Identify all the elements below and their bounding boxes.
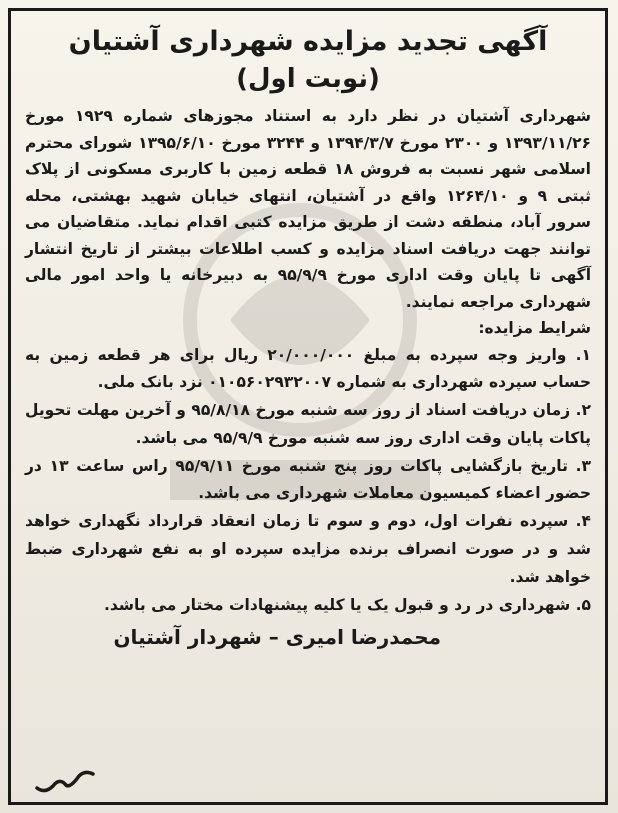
- handwritten-mark: [31, 764, 101, 796]
- signature-line: محمدرضا امیری – شهردار آشتیان: [113, 625, 441, 650]
- notice-frame: [8, 8, 608, 805]
- condition-item: ۱. واریز وجه سپرده به مبلغ ۲۰/۰۰۰/۰۰۰ ریال برای هر قطعه زمین به حساب سپرده شهرداری به شماره ۰۱۰۵۶۰۲۹۳۲۰۰۷ نزد بانک ملی.: [25, 345, 591, 392]
- condition-item: ۵. شهرداری در رد و قبول یک یا کلیه پیشنهادات مختار می باشد.: [103, 595, 591, 614]
- conditions-list: [25, 342, 591, 620]
- conditions-heading: شرایط مزایده:: [478, 319, 591, 337]
- notice-title: آگهی تجدید مزایده شهرداری آشتیان: [68, 26, 548, 57]
- notice-body: شهرداری آشتیان در نظر دارد به استناد مجوزهای شماره ۱۹۲۹ مورخ ۱۳۹۳/۱۱/۲۶ و ۲۳۰۰ مورخ ۱۳۹۴/۳/۷ و ۳۲۴۴ مورخ ۱۳۹۵/۶/۱۰ شورای محترم اسلامی شهر نسبت به فروش ۱۸ قطعه زمین با کاربری مسکونی از پلاک ثبتی ۹ و ۱۲۶۴/۱۰ واقع در آشتیان، انتهای خیابان شهید بهشتی، محله سرور آباد، منطقه دشت از طریق مزایده کتبی اقدام نماید. متقاضیان می توانند جهت دریافت اسناد مزایده و کسب اطلاعات بیشتر از تاریخ انتشار آگهی تا پایان وقت اداری مورخ ۹۵/۹/۹ به دبیرخانه یا واحد امور مالی شهرداری مراجعه نمایند.: [25, 107, 592, 311]
- notice-round: (نوبت اول): [236, 64, 380, 94]
- condition-item: ۲. زمان دریافت اسناد از روز سه شنبه مورخ ۹۵/۸/۱۸ و آخرین مهلت تحویل پاکات پایان وقت اداری روز سه شنبه مورخ ۹۵/۹/۹ می باشد.: [25, 401, 592, 447]
- condition-item: ۳. تاریخ بازگشایی پاکات روز پنج شنبه مورخ ۹۵/۹/۱۱ راس ساعت ۱۳ در حضور اعضاء کمیسیون معاملات شهرداری می باشد.: [25, 456, 591, 503]
- condition-item: ۴. سپرده نفرات اول، دوم و سوم تا زمان انعقاد قرارداد نگهداری خواهد شد و در صورت انصراف برنده مزایده سپرده او به نفع شهرداری ضبط خواهد شد.: [25, 512, 591, 586]
